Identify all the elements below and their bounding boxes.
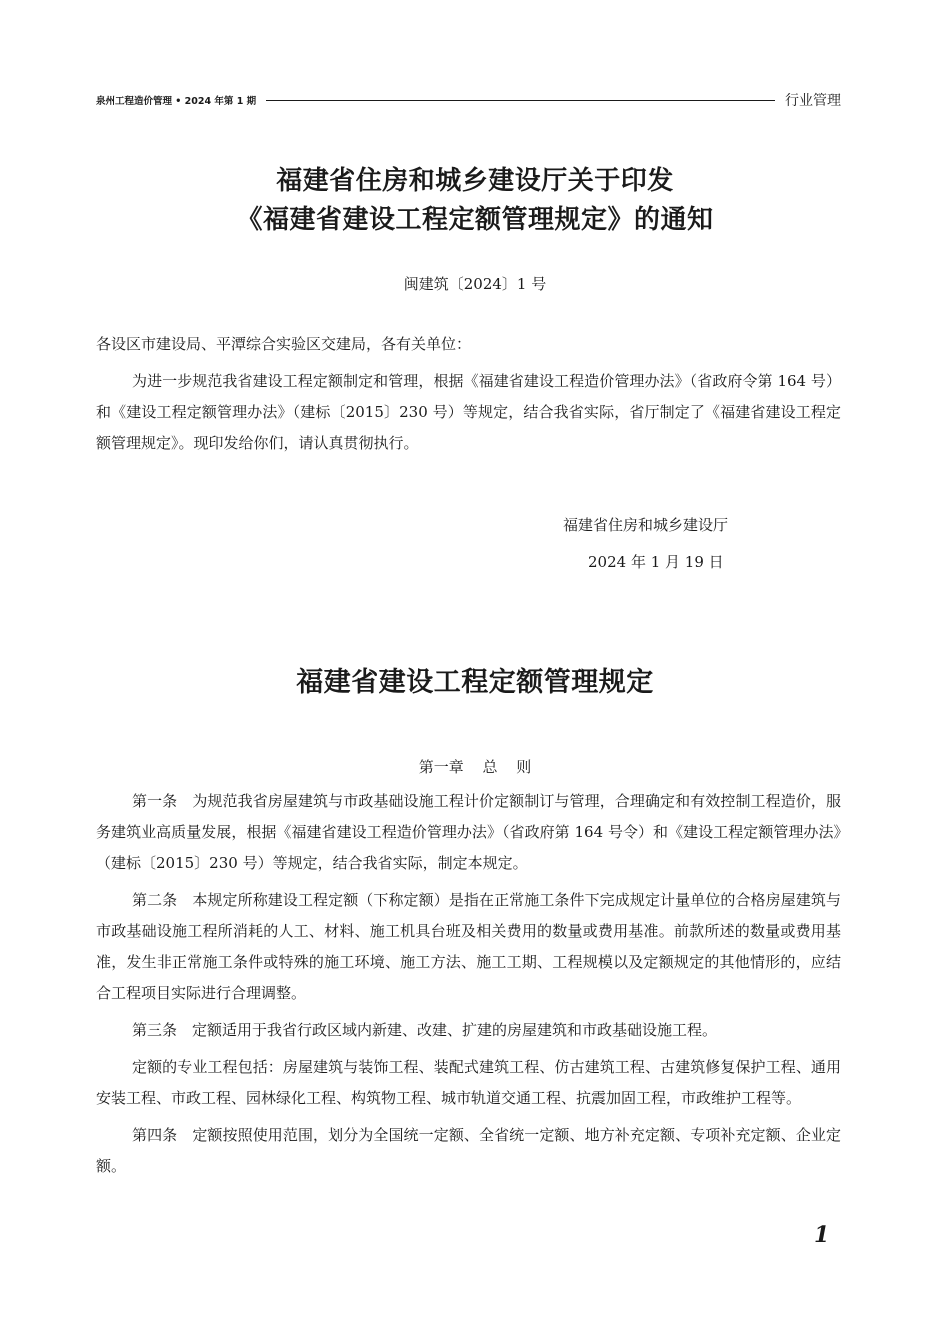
regulation-title: 福建省建设工程定额管理规定 [296, 667, 654, 698]
notice-paragraph: 为进一步规范我省建设工程定额制定和管理，根据《福建省建设工程造价管理办法》（省政府令第 164 号）和《建设工程定额管理办法》（建标〔2015〕230 号）等规定，结合我省实际，省厅制定了《福建省建设工程定额管理规定》。现印发给你们，请认真贯彻执行。 [96, 372, 841, 452]
notice-title-line-1: 福建省住房和城乡建设厅关于印发 [276, 166, 674, 196]
issuer-signature: 福建省住房和城乡建设厅 [563, 516, 729, 534]
document-number: 闽建筑〔2024〕1 号 [403, 275, 547, 293]
header-rule [266, 100, 775, 101]
journal-issue: 泉州工程造价管理 • 2024 年第 1 期 [96, 96, 257, 107]
article-paragraph: 第三条 定额适用于我省行政区域内新建、改建、扩建的房屋建筑和市政基础设施工程。 [132, 1021, 718, 1039]
article-paragraph: 定额的专业工程包括：房屋建筑与装饰工程、装配式建筑工程、仿古建筑工程、古建筑修复保护工程、通用安装工程、市政工程、园林绿化工程、构筑物工程、城市轨道交通工程、抗震加固工程，市政维护工程等。 [96, 1058, 841, 1107]
article-list [96, 786, 841, 1188]
article-paragraph: 第一条 为规范我省房屋建筑与市政基础设施工程计价定额制订与管理，合理确定和有效控制工程造价，服务建筑业高质量发展，根据《福建省建设工程造价管理办法》（省政府第 164 号令）和《建设工程定额管理办法》（建标〔2015〕230 号）等规定，结合我省实际，制定本规定。 [96, 792, 841, 872]
article-paragraph: 第四条 定额按照使用范围，划分为全国统一定额、全省统一定额、地方补充定额、专项补充定额、企业定额。 [96, 1126, 841, 1175]
chapter-heading: 第一章 总 则 [418, 758, 532, 776]
issue-date: 2024 年 1 月 19 日 [588, 553, 724, 571]
notice-title-line-2: 《福建省建设工程定额管理规定》的通知 [236, 205, 714, 235]
article-paragraph: 第二条 本规定所称建设工程定额（下称定额）是指在正常施工条件下完成规定计量单位的合格房屋建筑与市政基础设施工程所消耗的人工、材料、施工机具台班及相关费用的数量或费用基准。前款所述的数量或费用基准，发生非正常施工条件或特殊的施工环境、施工方法、施工工期、工程规模以及定额规定的其他情形的，应结合工程项目实际进行合理调整。 [96, 891, 841, 1002]
page-number: 1 [814, 1222, 830, 1248]
salutation: 各设区市建设局、平潭综合实验区交建局，各有关单位： [96, 335, 472, 353]
running-header [96, 88, 841, 112]
section-name: 行业管理 [785, 93, 841, 109]
